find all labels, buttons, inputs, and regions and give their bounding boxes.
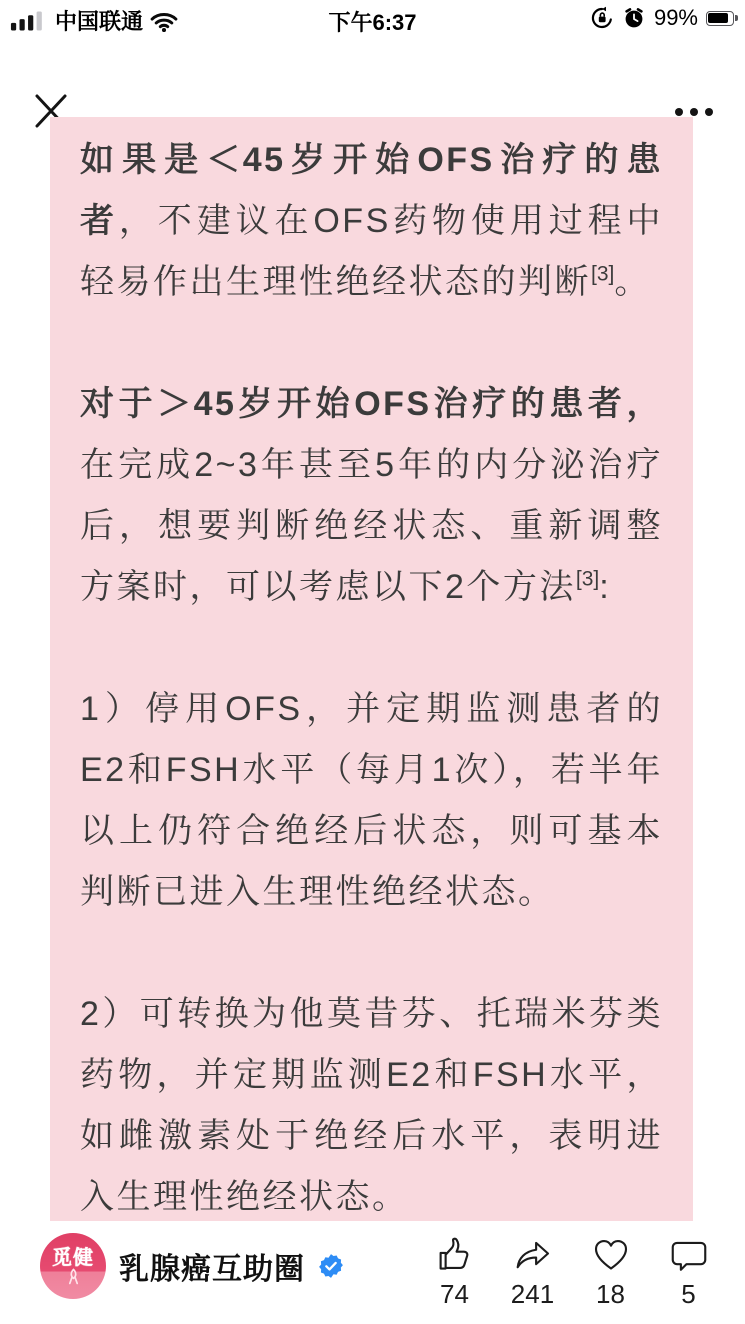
comment-button[interactable] xyxy=(662,1236,715,1307)
citation-ref: [3] xyxy=(591,262,615,286)
citation-ref: [3] xyxy=(575,567,600,591)
paragraph-text: 。 xyxy=(614,263,651,301)
paragraph-text: 2）可转换为他莫昔芬、托瑞米芬类药物，并定期监测E2和FSH水平，如雌激素处于绝经后水平，表明进入生理性绝经状态。 xyxy=(80,995,663,1216)
share-icon xyxy=(511,1236,555,1276)
battery-icon xyxy=(706,11,734,26)
paragraph xyxy=(80,130,663,313)
account-name: 乳腺癌互助圈 xyxy=(119,1253,305,1286)
thumbs-up-icon xyxy=(433,1236,477,1276)
paragraph xyxy=(80,374,663,618)
rotation-lock-icon xyxy=(590,6,614,30)
more-icon[interactable] xyxy=(675,108,713,116)
paragraph-bold-text: 对于＞45岁开始OFS治疗的患者， xyxy=(80,385,663,423)
avatar-text: 觅健 xyxy=(52,1246,94,1269)
favorite-button[interactable] xyxy=(584,1236,637,1307)
paragraph xyxy=(80,984,663,1221)
footer-bar xyxy=(0,1222,745,1324)
paragraph-text: ，不建议在OFS药物使用过程中轻易作出生理性绝经状态的判断 xyxy=(80,202,663,301)
article-card xyxy=(50,117,693,1221)
ribbon-icon xyxy=(67,1268,80,1285)
carrier-label: 中国联通 xyxy=(55,9,144,34)
share-count: 241 xyxy=(510,1279,555,1309)
like-count: 74 xyxy=(440,1279,469,1309)
favorite-count: 18 xyxy=(596,1279,625,1309)
comment-icon xyxy=(667,1236,711,1276)
status-bar xyxy=(0,0,745,38)
avatar[interactable] xyxy=(40,1233,106,1299)
paragraph-text: 在完成2~3年甚至5年的内分泌治疗后，想要判断绝经状态、重新调整方案时，可以考虑以下2个方法 xyxy=(80,446,663,606)
paragraph-text: 1）停用OFS，并定期监测患者的E2和FSH水平（每月1次），若半年以上仍符合绝经后状态，则可基本判断已进入生理性绝经状态。 xyxy=(80,690,663,911)
heart-icon xyxy=(589,1236,633,1276)
like-button[interactable] xyxy=(428,1236,481,1307)
paragraph xyxy=(80,679,663,923)
clock: 下午6:37 xyxy=(328,10,417,35)
alarm-icon xyxy=(622,6,646,30)
action-bar xyxy=(428,1236,715,1307)
share-button[interactable] xyxy=(506,1236,559,1307)
battery-percent: 99% xyxy=(653,5,698,30)
nav-bar xyxy=(0,38,745,116)
paragraph-bold-text: 如果是＜45岁开始OFS治疗的患者 xyxy=(80,141,663,240)
status-right xyxy=(590,5,737,31)
account-chip[interactable] xyxy=(40,1233,344,1299)
comment-count: 5 xyxy=(681,1279,696,1309)
paragraph-text: : xyxy=(599,568,612,606)
verified-badge-icon xyxy=(318,1253,344,1279)
